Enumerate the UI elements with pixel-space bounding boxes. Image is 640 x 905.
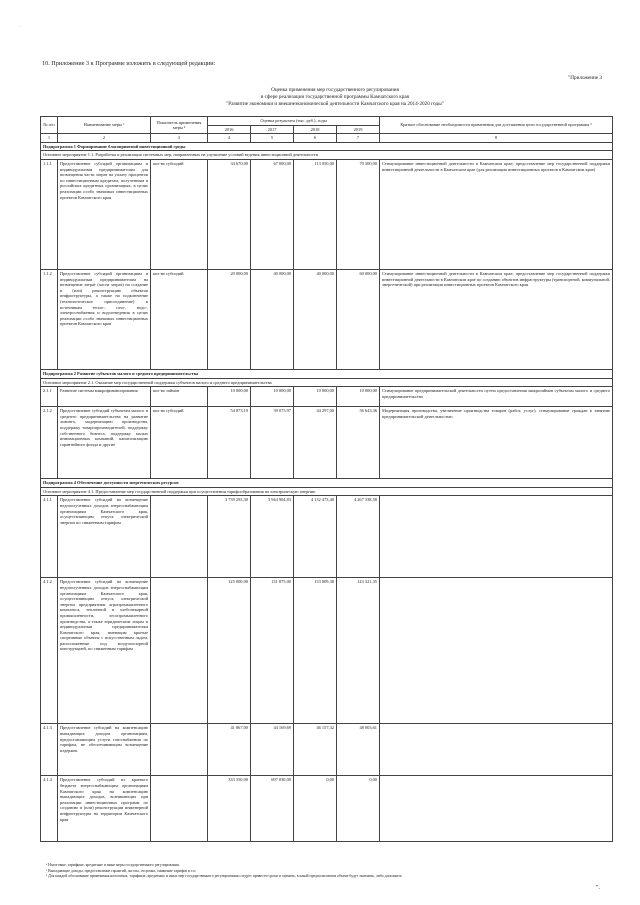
header-rationale: Краткое обоснование необходимости применения для достижения цели государственной программы ³ <box>380 117 613 134</box>
row-num: 1.1.1 <box>41 159 58 269</box>
row-rationale <box>380 724 613 776</box>
col-number: 5 <box>251 134 294 143</box>
row-name: Предоставление субсидий на компенсацию выпадающих доходов организациям, предоставляющим услуги газоснабжения по тарифам, не обеспечивающим возмещение издержек <box>58 724 151 776</box>
footnote: ² Выпадающие доходы, предоставление гарантий, льготы, отсрочка, снижение тарифов и т.п. <box>46 868 197 873</box>
row-name: Предоставление субсидий на возмещение недополученных доходов энергоснабжающим организациям Камчатского края, осуществляющим отпуск электрической энергии предприятиям агропромышленного комплекса, тепличной и хлебопекарной промышленности, лесопромышленного производства, а также юридическим лицам и индивидуальным предпринимателям Камчатского края, имеющим крытые спортивные объекты с искусственным льдом, расположенные под воздухоопорной конструкцией, по сниженным тарифам <box>58 578 151 724</box>
row-num: 4.1.2 <box>41 578 58 724</box>
row-value-2017: 131 875,00 <box>251 578 294 724</box>
row-rationale <box>380 578 613 724</box>
row-value-2017: 39 075,97 <box>251 407 294 479</box>
row-name: Предоставление субсидий организациям и индивидуальным предпринимателям на возмещение затрат (части затрат) на создание и (или) реконструкцию объектов инфраструктуры, а также на подключение (технологическое присоединение) к источникам тепло-, газо-, водо-, электроснабжения и водоотведения в целях реализации особо значимых инвестиционных проектов Камчатского края <box>58 269 151 369</box>
row-value-2018: 0,00 <box>294 776 337 842</box>
row-num: 4.1.1 <box>41 496 58 578</box>
row-value-2019: 10 000,00 <box>337 387 380 407</box>
table-row <box>41 159 613 269</box>
row-value-2017: 44 169,69 <box>251 724 294 776</box>
row-rationale: Стимулирование предпринимательской деятельности путем предоставления микрозаймов субъектам малого и среднего предпринимательства <box>380 387 613 407</box>
table-row <box>41 387 613 407</box>
subprogram-heading: Подпрограмма 4 Обеспечение доступности энергетических ресурсов <box>41 479 613 488</box>
table-row <box>41 724 613 776</box>
row-value-2019: 56 643,36 <box>337 407 380 479</box>
row-name: Развитие системы микрофинансирования <box>58 387 151 407</box>
header-num: № п/п <box>41 117 58 134</box>
row-rationale <box>380 496 613 578</box>
row-value-2016: 20 000,00 <box>208 269 251 369</box>
event-heading: Основное мероприятие 2.1. Оказание мер государственной поддержки субъектов малого и среднего предпринимательства <box>41 378 613 387</box>
row-value-2017: 3 944 904,83 <box>251 496 294 578</box>
row-value-2016: 125 000,00 <box>208 578 251 724</box>
footnotes <box>46 863 606 880</box>
row-value-2019: 70 300,00 <box>337 159 380 269</box>
header-year: 2016 <box>208 125 251 134</box>
row-value-2019: 60 000,00 <box>337 269 380 369</box>
row-indicator <box>151 724 208 776</box>
intro-text: 10. Приложение 3 к Программе изложить в следующей редакции: <box>42 60 216 67</box>
col-number: 6 <box>294 134 337 143</box>
row-value-2019: 143 321,35 <box>337 578 380 724</box>
row-value-2017: 697 030,00 <box>251 776 294 842</box>
table-row <box>41 496 613 578</box>
row-value-2018: 133 809,38 <box>294 578 337 724</box>
header-estimate: Оценка результата (тыс. руб.), годы <box>208 117 380 126</box>
row-num: 2.1.1 <box>41 387 58 407</box>
footnote: ³ Для каждой обоснование применения налоговых, тарифных, кредитных и иных мер государственного регулирования следует привести сроки и оценить, в какой предполагаемом объеме будут заменить, либо дополнить <box>46 874 402 878</box>
header-year: 2017 <box>251 125 294 134</box>
end-mark: ". <box>596 885 600 891</box>
header-year: 2018 <box>294 125 337 134</box>
table-row <box>41 269 613 369</box>
row-indicator: кол-во займов <box>151 387 208 407</box>
row-rationale: Модернизация производства, увеличение производства товаров (работ, услуг), стимулирование граждан к занятию предпринимательской деятельностью <box>380 407 613 479</box>
row-indicator: кол-во субсидий <box>151 269 208 369</box>
table-row <box>41 776 613 842</box>
row-rationale: Стимулирование инвестиционной деятельности в Камчатском крае; предоставление мер государственной поддержки инвестиционной деятельности в Камчатском крае по созданию объектов инфраструктуры (транспортной, коммунальной, энергетической) при реализации инвестиционных проектов Камчатского края <box>380 269 613 369</box>
row-value-2016: 10 000,00 <box>208 387 251 407</box>
row-value-2018: 40 000,00 <box>294 269 337 369</box>
header-name: Наименование меры ¹ <box>58 117 151 134</box>
col-number: 3 <box>151 134 208 143</box>
col-number: 8 <box>380 134 613 143</box>
regulation-measures-table <box>40 116 613 842</box>
footnote: ¹ Налоговые, тарифные, кредитные и иные меры государственного регулирования. <box>46 863 180 867</box>
row-value-2016: 41 867,00 <box>208 724 251 776</box>
document-title <box>120 87 550 109</box>
col-number: 7 <box>337 134 380 143</box>
row-value-2018: 4 132 473,40 <box>294 496 337 578</box>
row-value-2018: 10 000,00 <box>294 387 337 407</box>
title-line: "Развитие экономики и внешнеэкономической деятельности Камчатского края на 2014-2020 годы" <box>226 101 444 108</box>
event-heading: Основное мероприятие 4.1. Предоставление мер государственной поддержки при осуществлении тарифообразования на электрическую энергию <box>41 487 613 496</box>
col-number: 1 <box>41 134 58 143</box>
row-num: 4.1.4 <box>41 776 58 842</box>
row-num: 2.1.2 <box>41 407 58 479</box>
table-row <box>41 407 613 479</box>
row-value-2018: 46 157,32 <box>294 724 337 776</box>
subprogram-heading: Подпрограмма 1 Формирование благоприятной инвестиционной среды <box>41 142 613 151</box>
col-number: 2 <box>58 134 151 143</box>
title-line: в сфере реализации государственной программы Камчатского края <box>260 94 410 101</box>
subprogram-heading: Подпрограмма 2 Развитие субъектов малого и среднего предпринимательства <box>41 369 613 378</box>
row-name: Предоставление субсидий на возмещение недополученных доходов энергоснабжающим организациям Камчатского края, осуществляющим отпуск электрической энергии по сниженным тарифам <box>58 496 151 578</box>
row-value-2016: 3 739 293,30 <box>208 496 251 578</box>
event-heading: Основное мероприятие 1.1. Разработка и реализация системных мер, направленных на улучшение условий ведения инвестиционной деятельности <box>41 151 613 160</box>
row-value-2017: 40 000,00 <box>251 269 294 369</box>
row-value-2019: 0,00 <box>337 776 380 842</box>
row-indicator <box>151 578 208 724</box>
appendix-label: "Приложение 3 <box>568 75 602 81</box>
row-value-2019: 48 003,61 <box>337 724 380 776</box>
header-year: 2019 <box>337 125 380 134</box>
row-value-2018: 113 050,00 <box>294 159 337 269</box>
row-num: 4.1.3 <box>41 724 58 776</box>
row-value-2016: 34 670,00 <box>208 159 251 269</box>
row-indicator <box>151 776 208 842</box>
row-value-2017: 10 000,00 <box>251 387 294 407</box>
title-line: Оценка применения мер государственного регулирования <box>271 87 399 93</box>
row-rationale: Стимулирование инвестиционной деятельности в Камчатском крае; предоставление мер государственной поддержки инвестиционной деятельности в Камчатском крае (для реализации инвестиционных проектов в Камчатском крае) <box>380 159 613 269</box>
row-name: Предоставление субсидий субъектам малого и среднего предпринимательства на развитие лизинга, модернизацию производства, поддержку товаропроизводителей, поддержку собственного бизнеса, поддержку малых инновационных компаний, капитализацию гарантийного фонда и другие <box>58 407 151 479</box>
row-value-2016: 54 873,19 <box>208 407 251 479</box>
row-name: Предоставление субсидий из краевого бюджета энергоснабжающим организациям Камчатского края на компенсацию выпадающих доходов, возникающих при реализации инвестиционных программ по созданию и (или) реконструкции инженерной инфраструктуры на территории Камчатского края <box>58 776 151 842</box>
header-indicator: Показатель применения меры ² <box>151 117 208 134</box>
row-value-2017: 67 000,00 <box>251 159 294 269</box>
table-row <box>41 578 613 724</box>
row-indicator <box>151 496 208 578</box>
row-value-2018: 44 297,00 <box>294 407 337 479</box>
row-name: Предоставление субсидий организациям и индивидуальным предпринимателям для возмещения части затрат на уплату процентов по инвестиционным кредитам, полученным в российских кредитных организациях, в целях реализации особо значимых инвестиционных проектов Камчатского края <box>58 159 151 269</box>
row-value-2019: 4 267 338,58 <box>337 496 380 578</box>
row-indicator: кол-во субсидий <box>151 159 208 269</box>
corner-mark: · <box>20 24 22 29</box>
row-value-2016: 333 350,00 <box>208 776 251 842</box>
row-indicator: кол-во субсидий <box>151 407 208 479</box>
col-number: 4 <box>208 134 251 143</box>
row-num: 1.1.2 <box>41 269 58 369</box>
row-rationale <box>380 776 613 842</box>
